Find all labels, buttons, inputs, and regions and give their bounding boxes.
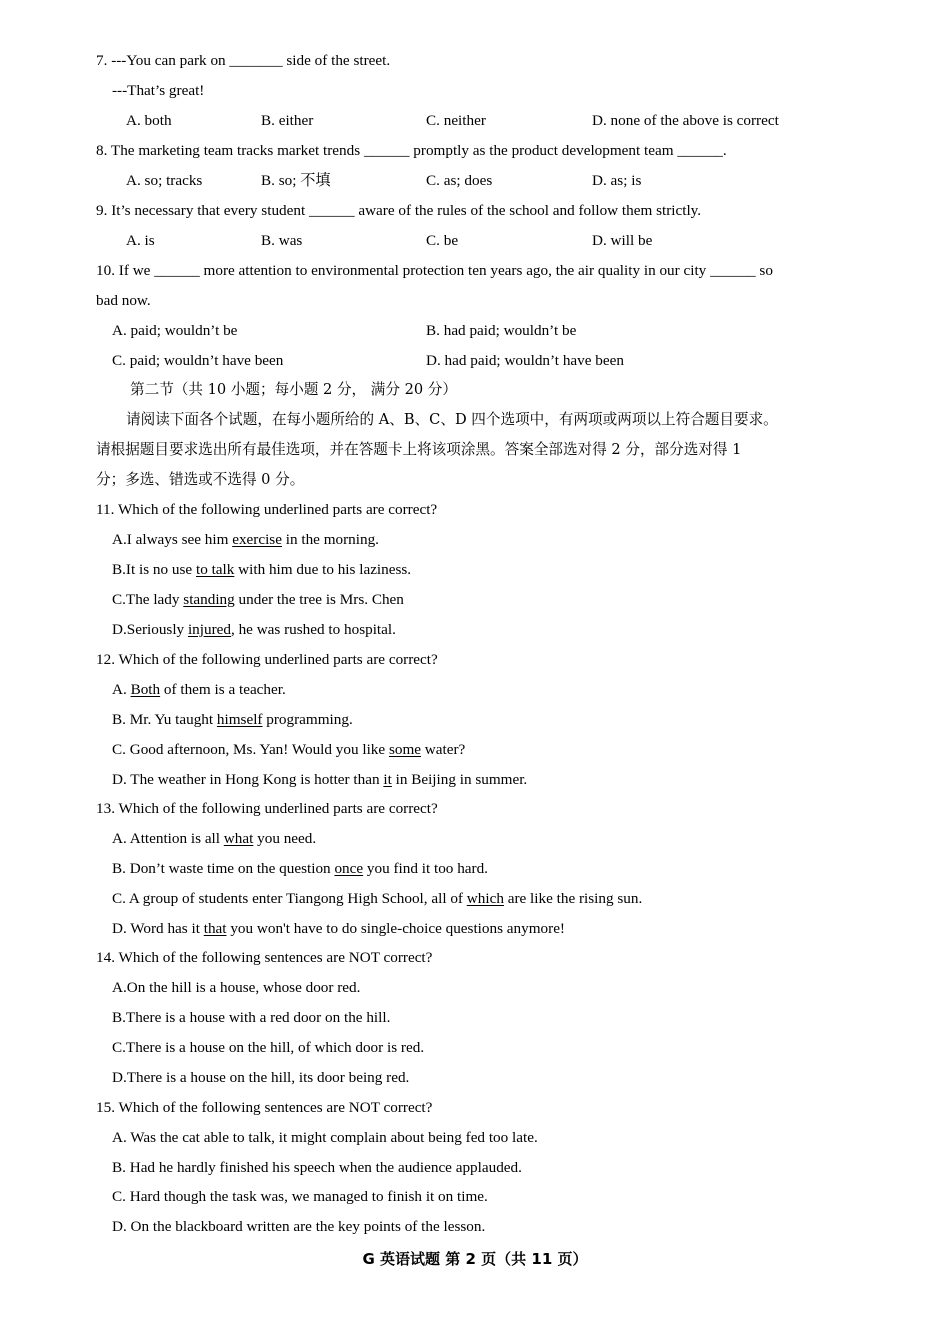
q15-option-b: B. Had he hardly finished his speech when the audience applauded. [112,1159,522,1176]
underlined-part: exercise [232,531,282,548]
q9-option-a: A. is [126,232,155,249]
underlined-part: which [466,890,504,907]
q13-option-d: D. Word has it that you won't have to do single-choice questions anymore! [112,920,565,937]
underlined-part: some [388,741,421,758]
q12-option-d: D. The weather in Hong Kong is hotter than it in Beijing in summer. [112,771,528,788]
q7-option-a: A. both [126,112,172,129]
q13-option-c: C. A group of students enter Tiangong High School, all of which are like the rising sun. [112,890,643,907]
q15-stem: 15. Which of the following sentences are NOT correct? [96,1099,433,1116]
q9-option-d: D. will be [592,232,653,249]
q8-option-d: D. as; is [592,172,642,189]
q7-reply: ---That’s great! [112,82,205,99]
q14-stem: 14. Which of the following sentences are NOT correct? [96,949,433,966]
q12-option-a: A. Both of them is a teacher. [112,681,286,698]
q14-option-b: B.There is a house with a red door on the hill. [112,1009,391,1026]
underlined-part: standing [183,591,235,608]
q10-option-a: A. paid; wouldn’t be [112,322,238,339]
q13-option-b: B. Don’t waste time on the question once you find it too hard. [112,860,488,877]
q7-option-b: B. either [261,112,314,129]
q14-option-d: D.There is a house on the hill, its door being red. [112,1069,410,1086]
underlined-part: to talk [195,561,235,578]
q10-option-d: D. had paid; wouldn’t have been [426,352,624,369]
section2-instruction-line3: 分；多选、错选或不选得 0 分。 [96,471,305,488]
underlined-part: Both [130,681,161,698]
q11-stem: 11. Which of the following underlined parts are correct? [96,501,438,518]
q11-option-c: C.The lady standing under the tree is Mrs. Chen [112,591,404,608]
underlined-part: that [203,920,227,937]
q10-option-b: B. had paid; wouldn’t be [426,322,577,339]
q12-option-b: B. Mr. Yu taught himself programming. [112,711,353,728]
q10-stem-line2: bad now. [96,292,151,309]
q15-option-a: A. Was the cat able to talk, it might complain about being fed too late. [112,1129,538,1146]
underlined-part: what [223,830,254,847]
underlined-part: himself [216,711,263,728]
q11-option-d: D.Seriously injured, he was rushed to hospital. [112,621,396,638]
q7-stem: 7. ---You can park on _______ side of the street. [96,52,391,69]
q7-option-c: C. neither [426,112,486,129]
page-footer: G 英语试题 第 2 页（共 11 页） [362,1250,588,1268]
q8-option-c: C. as; does [426,172,493,189]
q12-option-c: C. Good afternoon, Ms. Yan! Would you like some water? [112,741,466,758]
section2-instruction-line1: 请阅读下面各个试题，在每小题所给的 A、B、C、D 四个选项中，有两项或两项以上符合题目要求。 [126,411,778,428]
q10-option-c: C. paid; wouldn’t have been [112,352,284,369]
q14-option-a: A.On the hill is a house, whose door red. [112,979,361,996]
q8-option-a: A. so; tracks [126,172,203,189]
q13-stem: 13. Which of the following underlined parts are correct? [96,800,438,817]
q7-option-d: D. none of the above is correct [592,112,779,129]
underlined-part: it [383,771,392,788]
q9-option-c: C. be [426,232,459,249]
q9-stem: 9. It’s necessary that every student ______ aware of the rules of the school and follow them strictly. [96,202,702,219]
q10-stem-line1: 10. If we ______ more attention to environmental protection ten years ago, the air quality in our city ______ so [96,262,773,279]
section2-instruction-line2: 请根据题目要求选出所有最佳选项，并在答题卡上将该项涂黑。答案全部选对得 2 分，部分选对得 1 [96,441,742,458]
underlined-part: once [334,860,364,877]
q15-option-c: C. Hard though the task was, we managed to finish it on time. [112,1188,488,1205]
q8-option-b: B. so; 不填 [261,172,331,189]
q14-option-c: C.There is a house on the hill, of which door is red. [112,1039,425,1056]
underlined-part: injured [187,621,231,638]
q12-stem: 12. Which of the following underlined parts are correct? [96,651,438,668]
q11-option-a: A.I always see him exercise in the morning. [112,531,379,548]
q9-option-b: B. was [261,232,303,249]
q8-stem: 8. The marketing team tracks market trends ______ promptly as the product development team ______. [96,142,727,159]
q13-option-a: A. Attention is all what you need. [112,830,317,847]
q11-option-b: B.It is no use to talk with him due to his laziness. [112,561,412,578]
q15-option-d: D. On the blackboard written are the key points of the lesson. [112,1218,486,1235]
section2-heading: 第二节（共 10 小题；每小题 2 分， 满分 20 分） [130,381,457,398]
